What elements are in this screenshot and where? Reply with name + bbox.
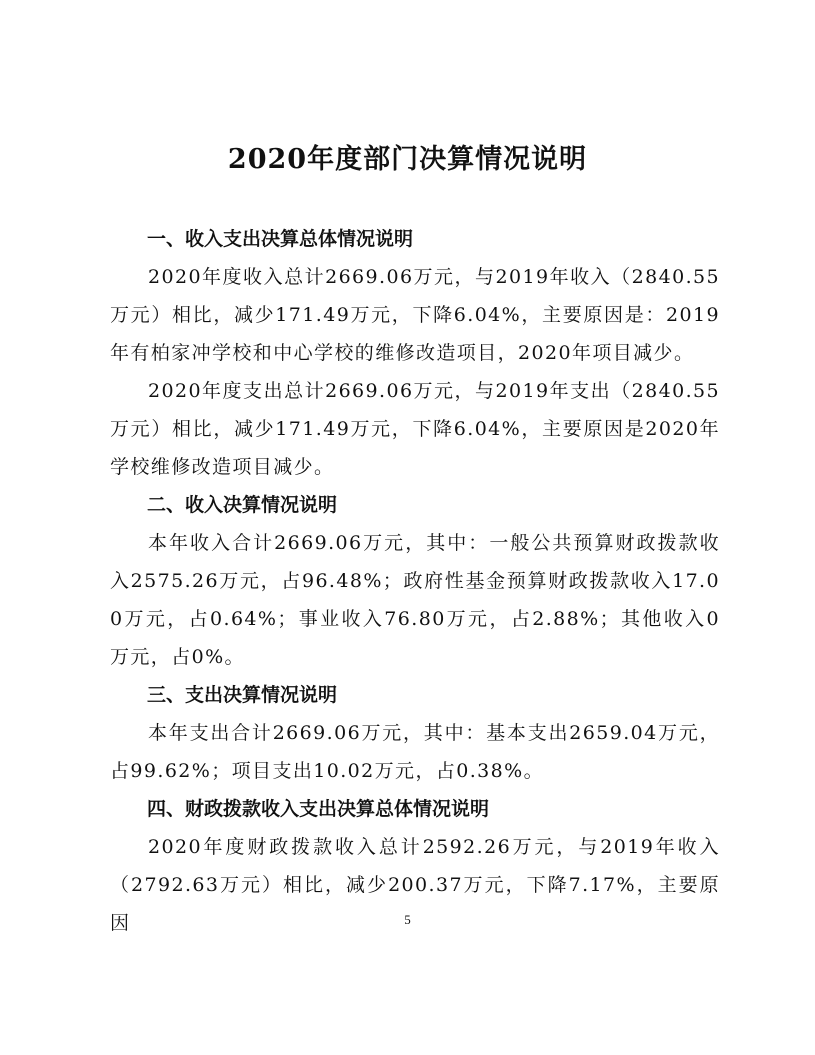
section-heading: 三、支出决算情况说明 [147, 684, 338, 706]
section-heading: 二、收入决算情况说明 [147, 494, 338, 516]
section-overall [110, 220, 720, 486]
document-body [110, 220, 720, 942]
page-number: 5 [404, 912, 411, 927]
paragraph: 本年支出合计2669.06万元，其中：基本支出2659.04万元，占99.62%；项目支出10.02万元，占0.38%。 [110, 722, 720, 782]
section-heading: 一、收入支出决算总体情况说明 [147, 228, 414, 250]
section-heading: 四、财政拨款收入支出决算总体情况说明 [147, 798, 490, 820]
section-expenditure [110, 676, 720, 790]
section-income [110, 486, 720, 676]
page-title: 2020年度部门决算情况说明 [227, 144, 588, 175]
paragraph: 本年收入合计2669.06万元，其中：一般公共预算财政拨款收入2575.26万元，占96.48%；政府性基金预算财政拨款收入17.00万元，占0.64%；事业收入76.80万元，占2.88%；其他收入0万元，占0%。 [110, 532, 720, 668]
paragraph: 2020年度财政拨款收入总计2592.26万元，与2019年收入（2792.63万元）相比，减少200.37万元，下降7.17%，主要原因 [110, 836, 720, 934]
paragraph: 2020年度支出总计2669.06万元，与2019年支出（2840.55万元）相比，减少171.49万元，下降6.04%，主要原因是2020年学校维修改造项目减少。 [110, 380, 720, 478]
paragraph: 2020年度收入总计2669.06万元，与2019年收入（2840.55万元）相比，减少171.49万元，下降6.04%，主要原因是：2019年有柏家冲学校和中心学校的维修改造项目，2020年项目减少。 [110, 266, 720, 364]
